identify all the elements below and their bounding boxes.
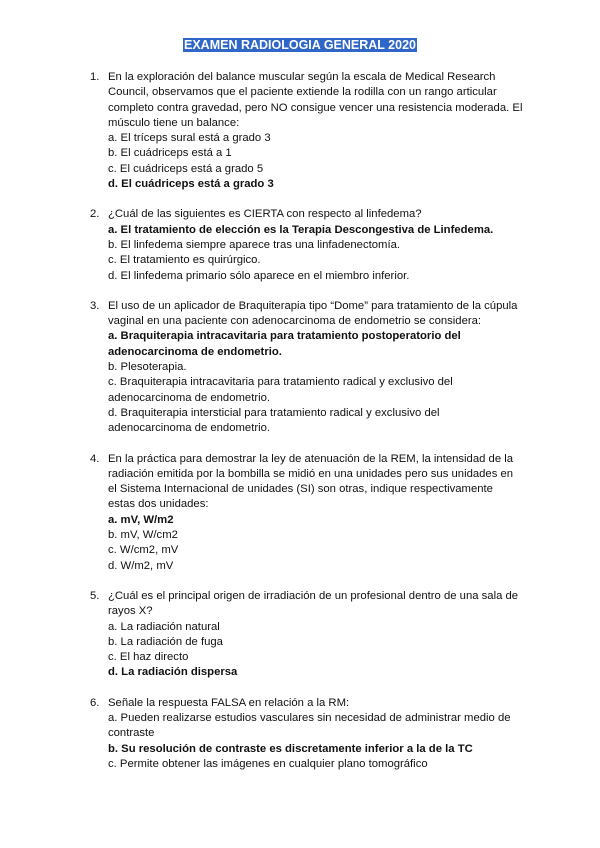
- answer-option: c. Braquiterapia intracavitaria para tratamiento radical y exclusivo del adenocarcinoma de endometrio.: [108, 376, 453, 404]
- answer-option-correct: b. Su resolución de contraste es discretamente inferior a la de la TC: [108, 742, 473, 755]
- answer-option: c. El cuádriceps está a grado 5: [108, 162, 264, 175]
- answer-option: a. Pueden realizarse estudios vasculares sin necesidad de administrar medio de contraste: [108, 711, 511, 740]
- answer-option: c. El tratamiento es quirúrgico.: [108, 254, 261, 267]
- question-text: ¿Cuál de las siguientes es CIERTA con respecto al linfedema?: [108, 208, 422, 221]
- answer-option: b. El cuádriceps está a 1: [108, 147, 232, 160]
- answer-option: b. La radiación de fuga: [108, 635, 223, 648]
- answer-option-correct: a. El tratamiento de elección es la Terapia Descongestiva de Linfedema.: [108, 223, 494, 236]
- question-number: 3.: [90, 299, 100, 312]
- answer-option: b. mV, W/cm2: [108, 529, 178, 542]
- question-text: ¿Cuál es el principal origen de irradiación de un profesional dentro de una sala de rayos X?: [108, 589, 519, 618]
- answer-option-correct: a. Braquiterapia intracavitaria para tratamiento postoperatorio del adenocarcinoma de endometrio.: [108, 330, 461, 358]
- answer-option: c. W/cm2, mV: [108, 544, 179, 557]
- page-title-text: EXAMEN RADIOLOGIA GENERAL 2020: [184, 38, 416, 52]
- question-number: 1.: [90, 71, 100, 83]
- answer-option-correct: d. El cuádriceps está a grado 3: [108, 178, 274, 191]
- question-number: 2.: [90, 208, 100, 221]
- question-text: El uso de un aplicador de Braquiterapia tipo “Dome” para tratamiento de la cúpula vaginal en una paciente con adenocarcinoma de endometrio se considera:: [108, 299, 518, 328]
- answer-option: c. El haz directo: [108, 651, 189, 664]
- question-3: [0, 299, 600, 437]
- answer-option-correct: a. mV, W/m2: [108, 513, 174, 526]
- question-text: Señale la respuesta FALSA en relación a la RM:: [108, 696, 350, 709]
- question-6: [0, 696, 600, 772]
- answer-option: d. Braquiterapia intersticial para tratamiento radical y exclusivo del adenocarcinoma de endometrio.: [108, 406, 440, 435]
- answer-option: b. Plesoterapia.: [108, 361, 187, 374]
- answer-option-correct: d. La radiación dispersa: [108, 666, 238, 679]
- answer-option: d. El linfedema primario sólo aparece en el miembro inferior.: [108, 269, 410, 282]
- question-5: [0, 589, 600, 681]
- question-body: [108, 207, 523, 283]
- question-body: [108, 70, 523, 192]
- answer-option: d. W/m2, mV: [108, 559, 174, 572]
- question-text: En la práctica para demostrar la ley de atenuación de la REM, la intensidad de la radiación emitida por la bombilla se midió en una unidades pero sus unidades en el Sistema Internacional de unidades (SI) son otras, indique respectivamente estas dos unidades:: [108, 452, 514, 511]
- question-body: [108, 589, 523, 681]
- answer-option: b. El linfedema siempre aparece tras una linfadenectomía.: [108, 238, 400, 251]
- question-2: [0, 207, 600, 283]
- answer-option: c. Permite obtener las imágenes en cualquier plano tomográfico: [108, 757, 428, 770]
- question-text: En la exploración del balance muscular según la escala de Medical Research Council, observamos que el paciente extiende la rodilla con un rango articular completo contra gravedad, pero NO consigue vencer una resistencia moderada. El músculo tiene un balance:: [108, 71, 523, 129]
- answer-option: a. La radiación natural: [108, 620, 220, 633]
- question-body: [108, 299, 523, 437]
- question-body: [108, 452, 523, 574]
- question-number: 5.: [90, 589, 100, 602]
- page-title: [0, 37, 600, 53]
- answer-option: a. El tríceps sural está a grado 3: [108, 132, 271, 145]
- question-4: [0, 452, 600, 574]
- question-number: 6.: [90, 696, 100, 709]
- question-list: [0, 70, 600, 787]
- question-1: [0, 70, 600, 192]
- question-body: [108, 696, 523, 772]
- question-number: 4.: [90, 452, 100, 465]
